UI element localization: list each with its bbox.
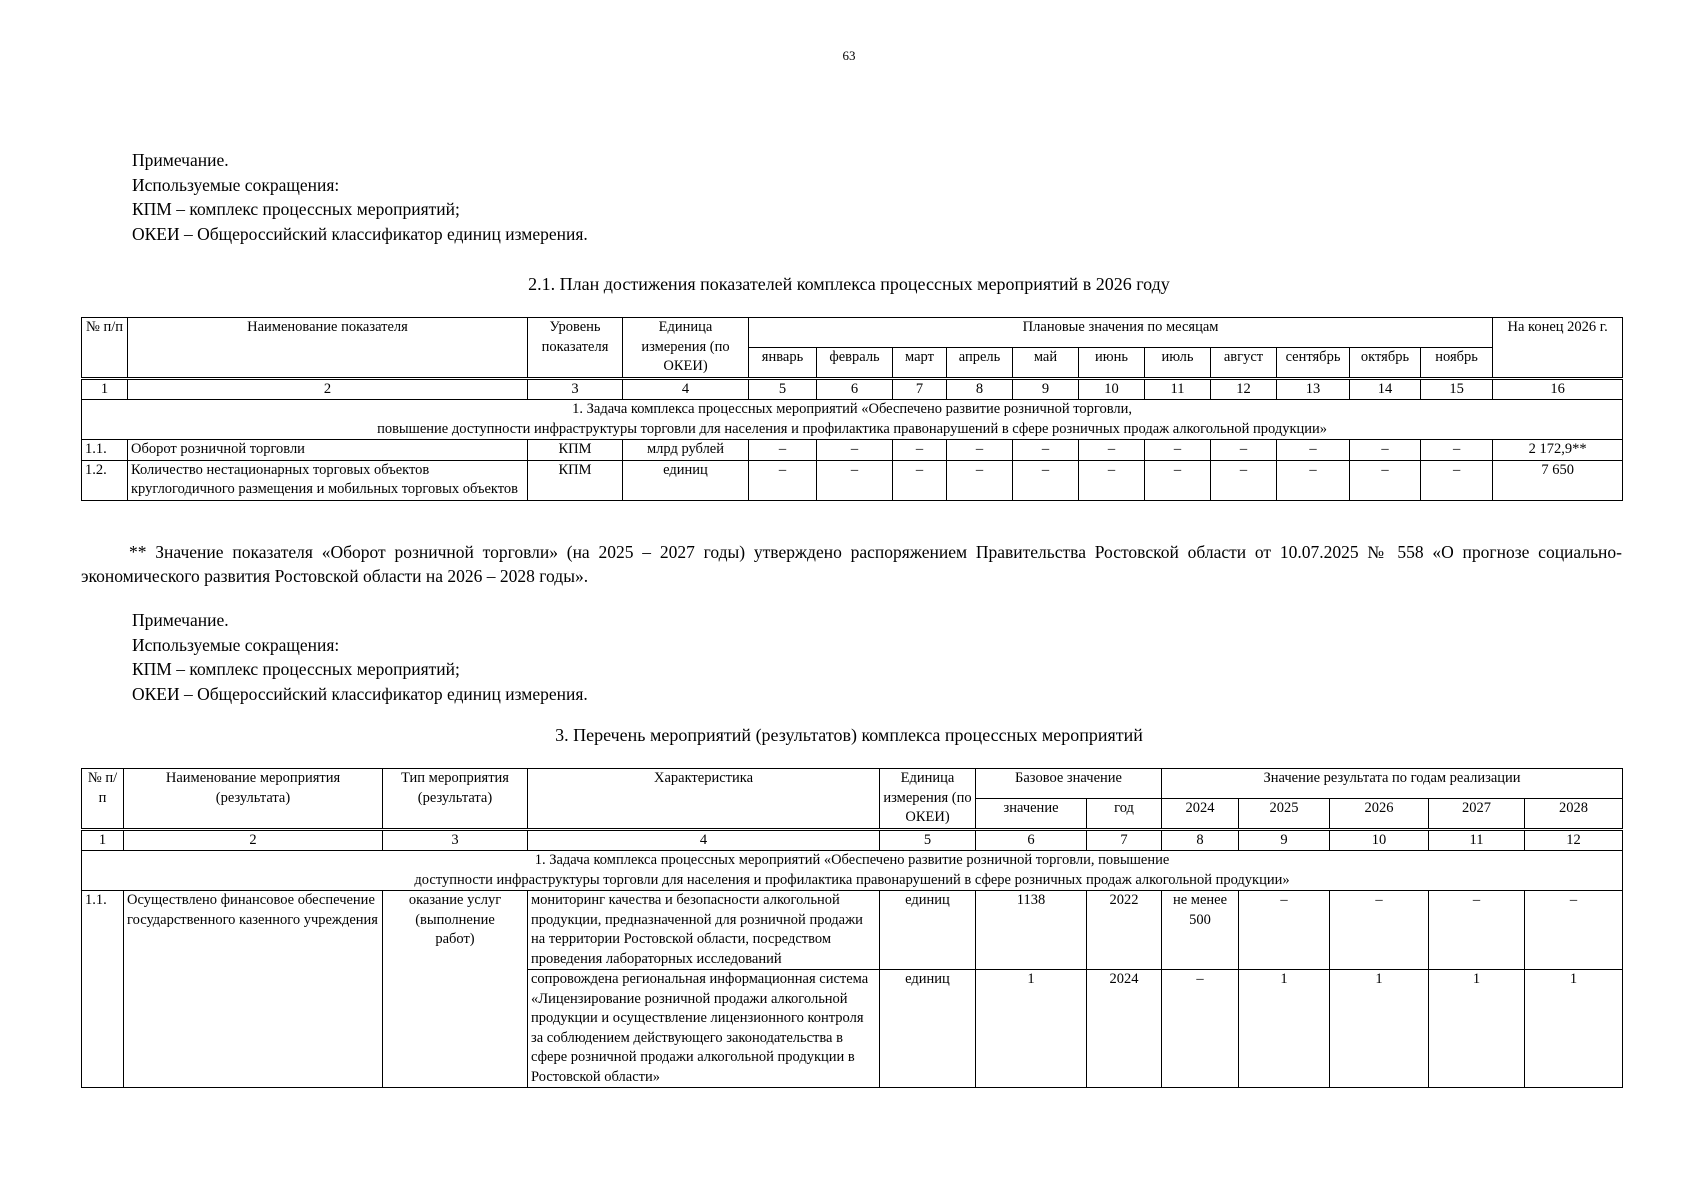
row-base-value: 1138 [976,891,1087,970]
column-numbers-row [82,829,1623,851]
column-number: 10 [1330,829,1429,851]
note-line: ОКЕИ – Общероссийский классификатор единиц измерения. [132,683,588,704]
section-2-1-title: 2.1. План достижения показателей комплекса процессных мероприятий в 2026 году [528,274,1170,294]
row-month-value: – [1421,460,1493,500]
header-type: Тип мероприятия (результата) [383,769,528,830]
row-year-value: 1 [1429,970,1525,1088]
header-month: март [893,347,947,378]
column-number: 4 [623,378,749,400]
header-year-end: На конец 2026 г. [1493,318,1623,379]
row-month-value: – [1145,440,1211,461]
column-number: 7 [1087,829,1162,851]
note-line: Используемые сокращения: [132,634,340,655]
note-line: Используемые сокращения: [132,174,340,195]
row-month-value: – [749,440,817,461]
column-number: 16 [1493,378,1623,400]
header-base-value: значение [976,798,1087,829]
header-num: № п/п [82,318,128,379]
row-level: КПМ [528,460,623,500]
row-month-value: – [817,440,893,461]
row-month-value: – [749,460,817,500]
header-month: апрель [947,347,1013,378]
row-num: 1.1. [82,891,124,1088]
header-base-year: год [1087,798,1162,829]
indicators-plan-table [81,317,1623,501]
row-unit: единиц [623,460,749,500]
column-number: 1 [82,829,124,851]
header-month: февраль [817,347,893,378]
row-month-value: – [1421,440,1493,461]
row-month-value: – [817,460,893,500]
header-level: Уровень показателя [528,318,623,379]
column-number: 8 [1162,829,1239,851]
notes-bottom [132,608,588,706]
row-year-value: 1 [1330,970,1429,1088]
page-number: 63 [842,48,856,63]
row-month-value: – [1145,460,1211,500]
row-month-value: – [1211,460,1277,500]
row-num: 1.1. [82,440,128,461]
row-year-value: – [1330,891,1429,970]
row-month-value: – [1350,460,1421,500]
table-row [82,891,1623,970]
footnote-text: ** Значение показателя «Оборот розничной торговли» (на 2025 – 2027 годы) утверждено распоряжением Правительства Ростовской области от 10.07.2025 № 558 «О прогнозе социально-экономического развития Ростовской области на 2026 – 2028 годы». [81,542,1622,586]
row-month-value: – [1013,440,1079,461]
row-month-value: – [1277,440,1350,461]
header-name: Наименование мероприятия (результата) [124,769,383,830]
header-year: 2027 [1429,798,1525,829]
notes-top [132,148,588,246]
header-num: № п/п [82,769,124,830]
row-month-value: – [1211,440,1277,461]
column-number: 9 [1239,829,1330,851]
task-line: 1. Задача комплекса процессных мероприятий «Обеспечено развитие розничной торговли, [572,401,1132,417]
row-characteristic: сопровождена региональная информационная система «Лицензирование розничной продажи алкогольной продукции и осуществление лицензионного контроля за соблюдением действующего законодательства в сфере розничной продажи алкогольной продукции в Ростовской области» [528,970,880,1088]
column-number: 11 [1145,378,1211,400]
column-number: 7 [893,378,947,400]
row-month-value: – [1277,460,1350,500]
column-number: 6 [817,378,893,400]
column-numbers-row [82,378,1623,400]
section-3-title: 3. Перечень мероприятий (результатов) комплекса процессных мероприятий [555,725,1143,745]
row-unit: млрд рублей [623,440,749,461]
row-name: Количество нестационарных торговых объектов круглогодичного размещения и мобильных торговых объектов [128,460,528,500]
header-year: 2026 [1330,798,1429,829]
column-number: 5 [749,378,817,400]
note-line: Примечание. [132,150,229,170]
task-row [82,851,1623,891]
column-number: 12 [1211,378,1277,400]
row-base-year: 2024 [1087,970,1162,1088]
row-month-value: – [947,440,1013,461]
row-month-value: – [1013,460,1079,500]
row-year-value: – [1239,891,1330,970]
table-header-row [82,769,1623,799]
column-number: 4 [528,829,880,851]
column-number: 13 [1277,378,1350,400]
row-year-value: – [1162,970,1239,1088]
row-year-end: 7 650 [1493,460,1623,500]
column-number: 5 [880,829,976,851]
header-year: 2028 [1525,798,1623,829]
header-month: июнь [1079,347,1145,378]
column-number: 3 [383,829,528,851]
row-year-value: – [1429,891,1525,970]
header-month: январь [749,347,817,378]
task-cell [82,851,1623,891]
column-number: 14 [1350,378,1421,400]
note-line: ОКЕИ – Общероссийский классификатор единиц измерения. [132,223,588,244]
row-month-value: – [893,460,947,500]
row-year-value: не менее 500 [1162,891,1239,970]
task-row [82,400,1623,440]
row-month-value: – [1079,460,1145,500]
column-number: 8 [947,378,1013,400]
row-base-year: 2022 [1087,891,1162,970]
row-characteristic: мониторинг качества и безопасности алкогольной продукции, предназначенной для розничной продажи на территории Ростовской области, посредством проведения лабораторных исследований [528,891,880,970]
task-cell [82,400,1623,440]
column-number: 12 [1525,829,1623,851]
task-line: доступности инфраструктуры торговли для населения и профилактика правонарушений в сфере розничных продаж алкогольной продукции» [414,871,1290,888]
column-number: 11 [1429,829,1525,851]
footnote [81,540,1622,588]
row-month-value: – [947,460,1013,500]
header-month: август [1211,347,1277,378]
row-year-value: 1 [1239,970,1330,1088]
header-characteristic: Характеристика [528,769,880,830]
header-month: июль [1145,347,1211,378]
header-base-group: Базовое значение [976,769,1162,799]
row-level: КПМ [528,440,623,461]
column-number: 9 [1013,378,1079,400]
row-year-value: 1 [1525,970,1623,1088]
row-month-value: – [893,440,947,461]
column-number: 2 [124,829,383,851]
table-row [82,460,1623,500]
row-base-value: 1 [976,970,1087,1088]
note-line: КПМ – комплекс процессных мероприятий; [132,199,460,219]
header-years-group: Значение результата по годам реализации [1162,769,1623,799]
column-number: 10 [1079,378,1145,400]
row-unit: единиц [880,891,976,970]
column-number: 1 [82,378,128,400]
column-number: 2 [128,378,528,400]
row-num: 1.2. [82,460,128,500]
activities-table [81,768,1623,1088]
row-unit: единиц [880,970,976,1088]
header-month: май [1013,347,1079,378]
row-type: оказание услуг (выполнение работ) [383,891,528,1088]
row-name: Оборот розничной торговли [128,440,528,461]
header-year: 2025 [1239,798,1330,829]
row-month-value: – [1079,440,1145,461]
column-number: 15 [1421,378,1493,400]
note-line: КПМ – комплекс процессных мероприятий; [132,659,460,679]
table-header-row [82,318,1623,348]
column-number: 3 [528,378,623,400]
header-unit: Единица измерения (по ОКЕИ) [880,769,976,830]
row-month-value: – [1350,440,1421,461]
header-unit: Единица измерения (по ОКЕИ) [623,318,749,379]
header-month: ноябрь [1421,347,1493,378]
task-line: повышение доступности инфраструктуры торговли для населения и профилактика правонарушений в сфере розничных продаж алкогольной продукции» [377,420,1328,437]
note-line: Примечание. [132,610,229,630]
header-month: октябрь [1350,347,1421,378]
header-name: Наименование показателя [128,318,528,379]
task-line: 1. Задача комплекса процессных мероприятий «Обеспечено развитие розничной торговли, повышение [534,852,1170,868]
table-row [82,440,1623,461]
row-year-end: 2 172,9** [1493,440,1623,461]
header-months-group: Плановые значения по месяцам [749,318,1493,348]
row-year-value: – [1525,891,1623,970]
header-year: 2024 [1162,798,1239,829]
header-month: сентябрь [1277,347,1350,378]
row-name: Осуществлено финансовое обеспечение государственного казенного учреждения [124,891,383,1088]
column-number: 6 [976,829,1087,851]
